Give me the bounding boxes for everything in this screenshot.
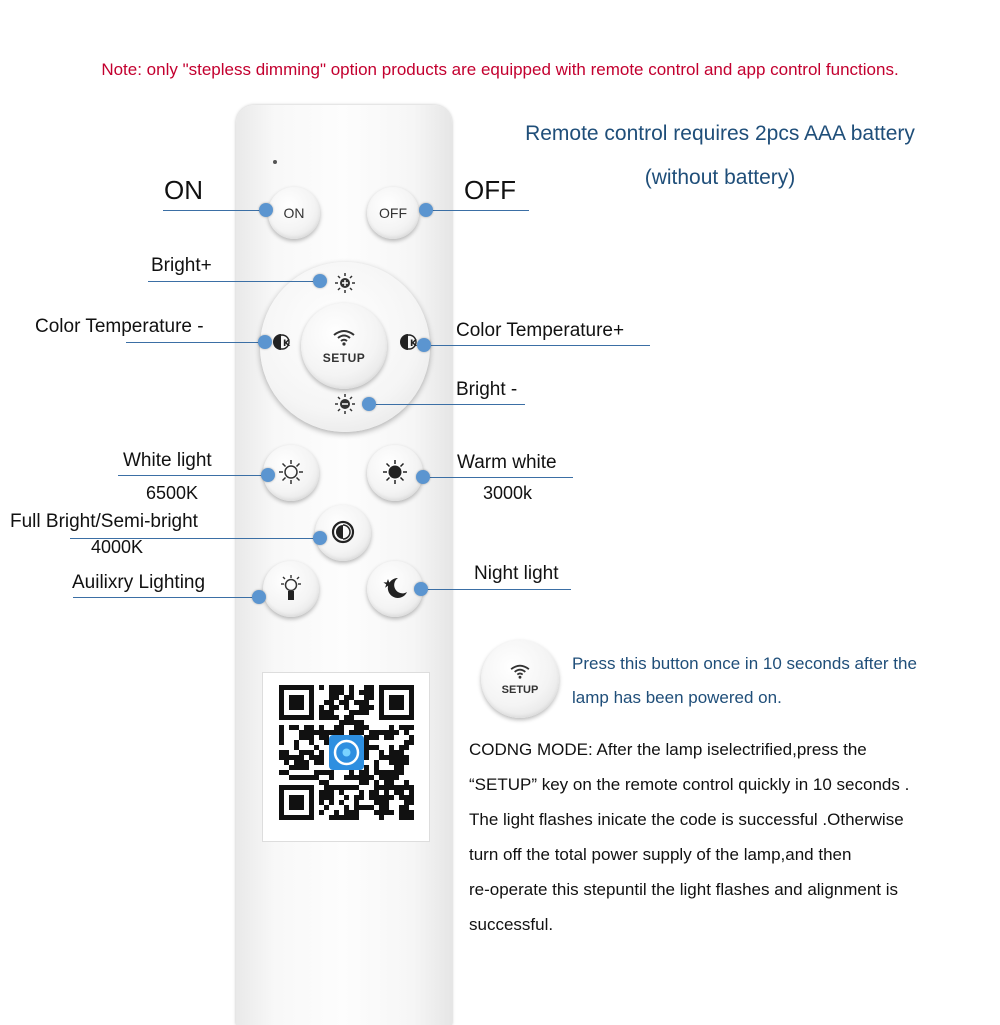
battery-line-1: Remote control requires 2pcs AAA battery [525, 122, 915, 145]
label-white-light-k: 6500K [146, 483, 199, 503]
marker-bright-minus [362, 397, 376, 411]
svg-text:K: K [410, 339, 417, 349]
marker-full-bright [313, 531, 327, 545]
setup-button-label: SETUP [322, 350, 366, 365]
sun-minus-icon[interactable] [334, 393, 356, 415]
coding-line: turn off the total power supply of the lamp,and then [469, 845, 852, 864]
marker-bright-plus [313, 274, 327, 288]
marker-white-light [261, 468, 275, 482]
off-button-label: OFF [379, 205, 407, 221]
auxiliary-lighting-button[interactable] [263, 561, 319, 617]
remote-control-body [236, 105, 452, 1025]
leader-bright-plus [148, 281, 320, 282]
leader-night-light [421, 589, 571, 590]
kelvin-minus-icon[interactable] [270, 331, 292, 353]
label-full-bright: Full Bright/Semi-bright [10, 511, 198, 532]
leader-auxiliary [73, 597, 259, 598]
moon-star-icon [381, 575, 409, 604]
marker-color-temp-plus [417, 338, 431, 352]
leader-bright-minus [369, 404, 525, 405]
label-warm-white-k: 3000k [483, 483, 533, 503]
svg-text:K: K [283, 339, 290, 349]
label-off: OFF [464, 175, 516, 205]
coding-line: successful. [469, 915, 554, 934]
wifi-icon [332, 328, 356, 349]
kelvin-plus-icon[interactable] [397, 331, 419, 353]
marker-auxiliary [252, 590, 266, 604]
qr-code-sticker [262, 672, 430, 842]
marker-color-temp-minus [258, 335, 272, 349]
ir-indicator [273, 160, 277, 164]
marker-off [419, 203, 433, 217]
leader-on [163, 210, 266, 211]
coding-mode-instructions [469, 732, 994, 942]
coding-line: The light flashes inicate the code is successful .Otherwise [469, 810, 904, 829]
coding-line: re-operate this stepuntil the light flashes and alignment is [469, 880, 899, 899]
coding-line: CODNG MODE: After the lamp iselectrified,press the [469, 740, 867, 759]
label-auxiliary: Auilixry Lighting [72, 572, 206, 593]
setup-button-illustration [481, 640, 559, 718]
note-text: Note: only "stepless dimming" option products are equipped with remote control and app control functions. [101, 60, 899, 79]
label-full-bright-k: 4000K [91, 537, 144, 557]
label-bright-plus: Bright+ [151, 255, 212, 276]
wifi-icon [509, 663, 531, 682]
label-color-temp-plus: Color Temperature+ [456, 320, 625, 341]
sun-filled-icon [382, 459, 408, 488]
on-button-label: ON [283, 205, 305, 221]
battery-info [470, 112, 970, 200]
label-night-light: Night light [474, 563, 559, 584]
label-on: ON [164, 175, 203, 205]
half-circle-icon [330, 519, 356, 548]
leader-color-temp-plus [424, 345, 650, 346]
setup-illustration-label: SETUP [501, 683, 539, 696]
sun-outline-icon [278, 459, 304, 488]
setup-hint-text [572, 647, 992, 715]
leader-warm-white [423, 477, 573, 478]
battery-line-2: (without battery) [644, 166, 796, 189]
label-white-light: White light [123, 450, 212, 471]
off-button[interactable] [367, 187, 419, 239]
setup-hint-line-2: lamp has been powered on. [572, 688, 782, 707]
label-warm-white: Warm white [457, 452, 557, 473]
label-color-temp-minus: Color Temperature - [35, 316, 204, 337]
setup-hint-line-1: Press this button once in 10 seconds after the [572, 654, 917, 673]
on-button[interactable] [268, 187, 320, 239]
label-bright-minus: Bright - [456, 379, 518, 400]
sun-plus-icon[interactable] [334, 272, 356, 294]
setup-button[interactable] [301, 303, 387, 389]
leader-color-temp-minus [126, 342, 265, 343]
marker-night-light [414, 582, 428, 596]
leader-off [426, 210, 529, 211]
coding-line: “SETUP” key on the remote control quickly in 10 seconds . [469, 775, 910, 794]
leader-white-light [118, 475, 268, 476]
warm-white-button[interactable] [367, 445, 423, 501]
marker-on [259, 203, 273, 217]
lamp-icon [278, 574, 304, 605]
qr-code-icon [263, 673, 429, 841]
marker-warm-white [416, 470, 430, 484]
